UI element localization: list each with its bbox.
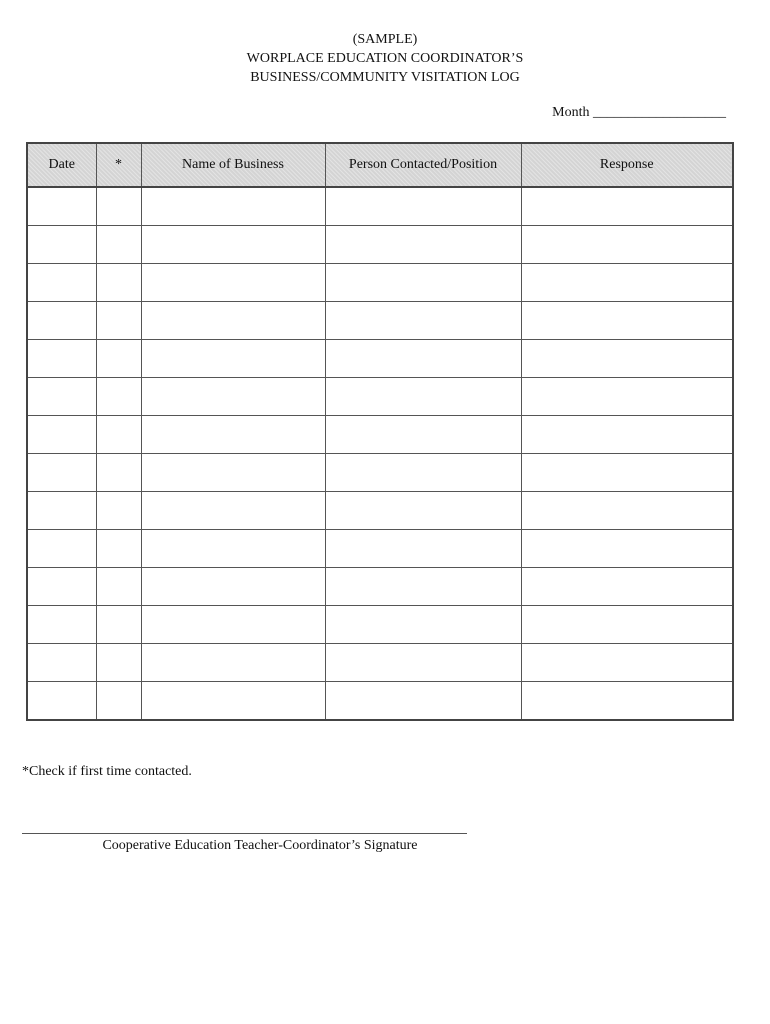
date-cell[interactable] (27, 530, 96, 568)
first-contact-cell[interactable] (96, 454, 141, 492)
business-name-cell[interactable] (141, 530, 325, 568)
first-contact-cell[interactable] (96, 682, 141, 721)
table-row (27, 644, 733, 682)
date-cell[interactable] (27, 340, 96, 378)
signature-label: Cooperative Education Teacher-Coordinator’s Signature (102, 838, 418, 853)
person-contacted-cell[interactable] (325, 644, 521, 682)
person-contacted-cell[interactable] (325, 187, 521, 226)
response-cell[interactable] (521, 606, 733, 644)
business-name-cell[interactable] (141, 226, 325, 264)
response-cell[interactable] (521, 492, 733, 530)
response-cell[interactable] (521, 264, 733, 302)
first-contact-cell[interactable] (96, 568, 141, 606)
response-cell[interactable] (521, 644, 733, 682)
business-name-cell[interactable] (141, 492, 325, 530)
table-header-row (27, 143, 733, 187)
person-contacted-cell[interactable] (325, 340, 521, 378)
person-contacted-cell[interactable] (325, 226, 521, 264)
business-name-cell[interactable] (141, 378, 325, 416)
table-row (27, 682, 733, 721)
table-row (27, 187, 733, 226)
business-name-cell[interactable] (141, 187, 325, 226)
column-header-person-contacted: Person Contacted/Position (325, 143, 521, 187)
first-contact-cell[interactable] (96, 606, 141, 644)
person-contacted-cell[interactable] (325, 264, 521, 302)
document-header (0, 30, 770, 87)
date-cell[interactable] (27, 226, 96, 264)
response-cell[interactable] (521, 530, 733, 568)
table-row (27, 606, 733, 644)
person-contacted-cell[interactable] (325, 530, 521, 568)
business-name-cell[interactable] (141, 264, 325, 302)
signature-line[interactable] (22, 833, 467, 834)
table-row (27, 454, 733, 492)
business-name-cell[interactable] (141, 606, 325, 644)
person-contacted-cell[interactable] (325, 568, 521, 606)
column-header-first-contact: * (96, 143, 141, 187)
response-cell[interactable] (521, 302, 733, 340)
column-header-date: Date (27, 143, 96, 187)
first-contact-cell[interactable] (96, 492, 141, 530)
date-cell[interactable] (27, 378, 96, 416)
date-cell[interactable] (27, 492, 96, 530)
first-contact-cell[interactable] (96, 378, 141, 416)
column-header-business-name: Name of Business (141, 143, 325, 187)
response-cell[interactable] (521, 226, 733, 264)
table-body (27, 187, 733, 720)
date-cell[interactable] (27, 264, 96, 302)
person-contacted-cell[interactable] (325, 302, 521, 340)
month-blank-line[interactable]: ___________________ (593, 105, 726, 120)
sample-label: (SAMPLE) (352, 32, 418, 47)
first-contact-cell[interactable] (96, 302, 141, 340)
first-contact-footnote: *Check if first time contacted. (22, 764, 192, 779)
person-contacted-cell[interactable] (325, 682, 521, 721)
visitation-log-table (26, 142, 734, 721)
date-cell[interactable] (27, 454, 96, 492)
response-cell[interactable] (521, 187, 733, 226)
document-subtitle: BUSINESS/COMMUNITY VISITATION LOG (250, 70, 520, 85)
first-contact-cell[interactable] (96, 644, 141, 682)
date-cell[interactable] (27, 187, 96, 226)
document-title: WORPLACE EDUCATION COORDINATOR’S (246, 51, 524, 66)
response-cell[interactable] (521, 340, 733, 378)
person-contacted-cell[interactable] (325, 454, 521, 492)
table-row (27, 530, 733, 568)
response-cell[interactable] (521, 682, 733, 721)
date-cell[interactable] (27, 644, 96, 682)
column-header-response: Response (521, 143, 733, 187)
person-contacted-cell[interactable] (325, 492, 521, 530)
first-contact-cell[interactable] (96, 187, 141, 226)
table-row (27, 416, 733, 454)
table-row (27, 340, 733, 378)
first-contact-cell[interactable] (96, 340, 141, 378)
table-row (27, 378, 733, 416)
date-cell[interactable] (27, 682, 96, 721)
person-contacted-cell[interactable] (325, 416, 521, 454)
business-name-cell[interactable] (141, 340, 325, 378)
business-name-cell[interactable] (141, 568, 325, 606)
first-contact-cell[interactable] (96, 264, 141, 302)
business-name-cell[interactable] (141, 416, 325, 454)
table-row (27, 302, 733, 340)
person-contacted-cell[interactable] (325, 606, 521, 644)
business-name-cell[interactable] (141, 302, 325, 340)
response-cell[interactable] (521, 568, 733, 606)
table-row (27, 492, 733, 530)
person-contacted-cell[interactable] (325, 378, 521, 416)
date-cell[interactable] (27, 416, 96, 454)
month-label: Month (552, 105, 590, 120)
response-cell[interactable] (521, 416, 733, 454)
response-cell[interactable] (521, 454, 733, 492)
month-field[interactable] (520, 105, 726, 121)
first-contact-cell[interactable] (96, 530, 141, 568)
business-name-cell[interactable] (141, 644, 325, 682)
business-name-cell[interactable] (141, 682, 325, 721)
date-cell[interactable] (27, 606, 96, 644)
table-row (27, 568, 733, 606)
business-name-cell[interactable] (141, 454, 325, 492)
first-contact-cell[interactable] (96, 226, 141, 264)
first-contact-cell[interactable] (96, 416, 141, 454)
date-cell[interactable] (27, 568, 96, 606)
date-cell[interactable] (27, 302, 96, 340)
response-cell[interactable] (521, 378, 733, 416)
table-row (27, 226, 733, 264)
table-row (27, 264, 733, 302)
